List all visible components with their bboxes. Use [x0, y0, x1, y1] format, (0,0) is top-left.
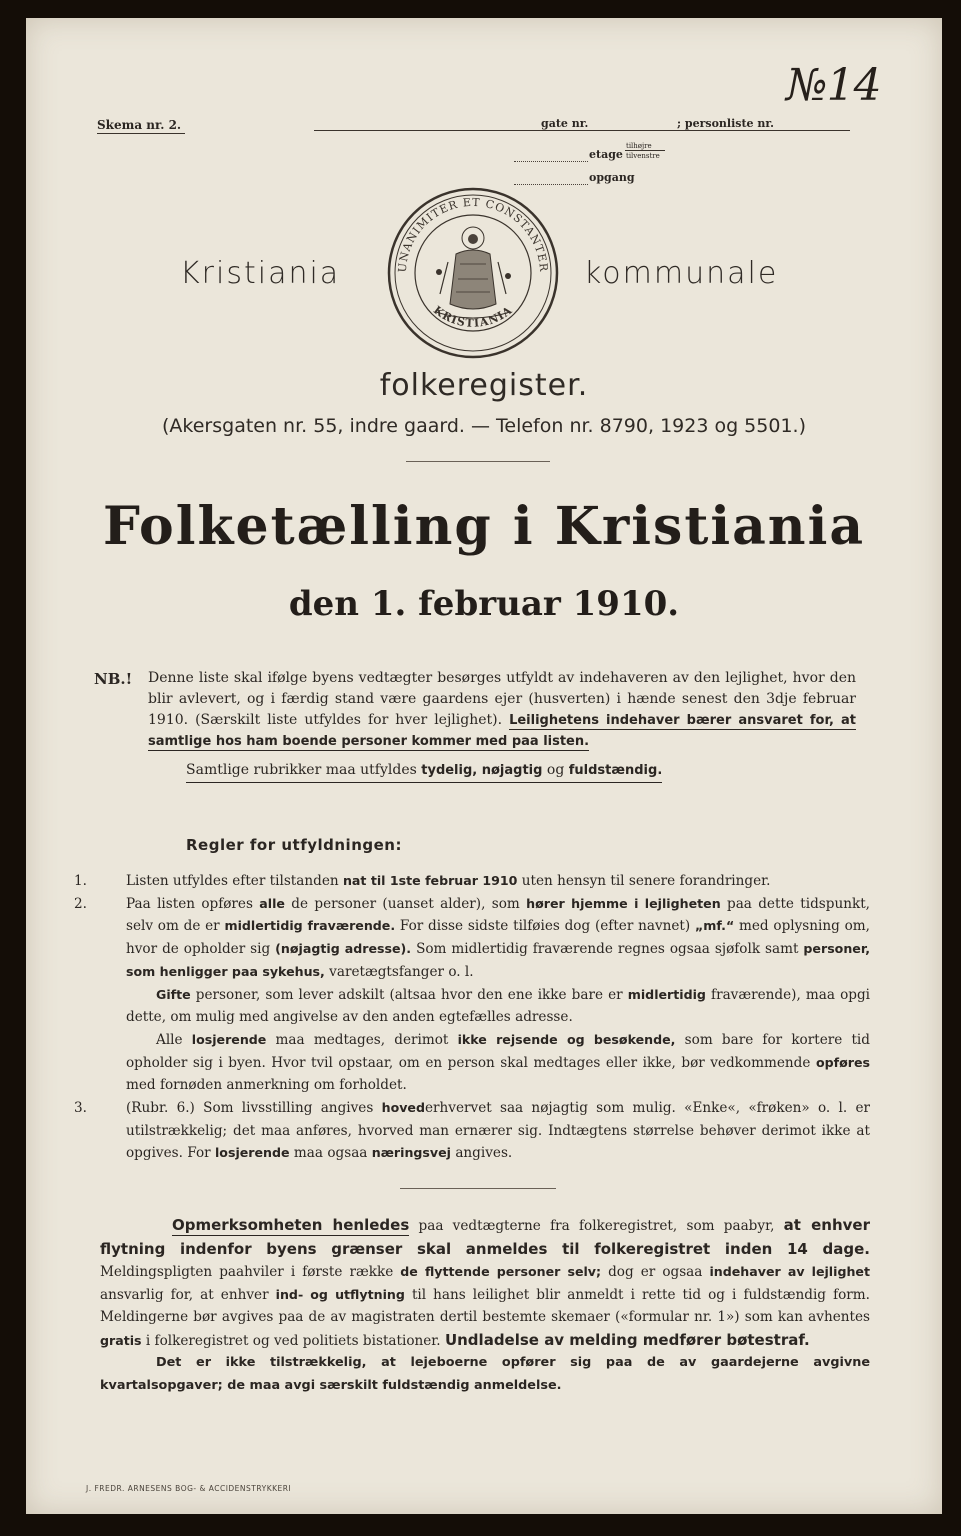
- rule-2-number: 2.: [74, 895, 87, 912]
- rule-2-text-m: varetægtsfanger o. l.: [329, 963, 474, 980]
- document-date: den 1. februar 1910.: [288, 584, 680, 624]
- header-word-folkeregister: folkeregister.: [379, 368, 589, 403]
- etage-dotted-line: [514, 161, 588, 162]
- nb-instruction-bold: tydelig, nøjagtig: [421, 763, 543, 778]
- census-form-page: [26, 18, 942, 1514]
- notice-paragraph-1: [100, 1214, 870, 1352]
- rule-2-bold-adresse: (nøjagtig adresse).: [275, 941, 412, 957]
- divider-top: [406, 461, 550, 462]
- rule-3-text-g: angives.: [455, 1145, 513, 1162]
- svg-text:UNANIMITER ET CONSTANTER: UNANIMITER ET CONSTANTER: [395, 195, 551, 273]
- rule-2-bold-midlertidig2: midlertidig: [627, 986, 706, 1002]
- handwritten-number: №14: [786, 60, 881, 111]
- rule-2-bold-sykehus: personer, som henligger paa sykehus,: [126, 941, 870, 979]
- notice-text-b: paa vedtægterne fra folkeregistret, som paabyr,: [418, 1218, 775, 1234]
- rule-2-married-text-d: fraværende), maa opgi dette, om mulig med angivelse av den anden egtefælles adresse.: [126, 986, 871, 1026]
- rule-1-text-a: Listen utfyldes efter tilstanden: [126, 873, 339, 889]
- rule-2-bold-opfores: opføres: [815, 1054, 870, 1070]
- rule-3-bold-losjerende: losjerende: [214, 1145, 290, 1161]
- rule-1-text-c: uten hensyn til senere forandringer.: [521, 873, 771, 889]
- header-word-kommunale: kommunale: [584, 256, 779, 291]
- rule-2-bold-alle: alle: [259, 895, 285, 911]
- rule-2-lodgers-text-e: som bare for kortere tid opholder sig i byen. Hvor tvil opstaar, om en person skal medtages eller ikke, bør vedkommende: [126, 1031, 870, 1071]
- skema-label: Skema nr. 2.: [97, 118, 185, 134]
- notice-bold-opmerksomheten: Opmerksomheten henledes: [172, 1216, 410, 1234]
- nb-label: NB.!: [94, 670, 133, 688]
- rule-2-lodgers-text-g: med fornøden anmerkning om forholdet.: [126, 1077, 407, 1094]
- rule-1: [74, 870, 870, 893]
- notice-bold-indflytning: ind- og utflytning: [275, 1286, 405, 1302]
- rule-2-text-k: Som midlertidig fraværende regnes ogsaa sjøfolk samt: [416, 941, 799, 958]
- rule-2-bold-rejsende: ikke rejsende og besøkende,: [457, 1031, 676, 1047]
- header-word-kristiania: Kristiania: [180, 256, 341, 291]
- rule-3-number: 3.: [74, 1100, 87, 1117]
- rule-2: [74, 893, 870, 984]
- rule-2-text-a: Paa listen opføres: [126, 895, 253, 912]
- rule-3-text-a: (Rubr. 6.) Som livsstilling angives: [126, 1100, 374, 1117]
- divider-bottom: [400, 1188, 556, 1189]
- rule-2-lodgers-text-a: Alle: [156, 1031, 183, 1048]
- document-title: Folketælling i Kristiania: [102, 496, 866, 557]
- etage-label: etage: [589, 148, 623, 161]
- rule-2-text-e: paa dette tidspunkt, selv om de er: [126, 895, 870, 935]
- gate-label: gate nr.: [538, 117, 591, 130]
- notice-bold-personer: de flyttende personer selv;: [400, 1264, 602, 1279]
- notice-bold-indehaver: indehaver av lejlighet: [709, 1264, 870, 1279]
- rule-3-text-c: erhvervet saa nøjagtig som mulig. «Enke«, «frøken» o. l. er utilstrækkelig; det maa anføres, hvorved man ernærer sig. Indtægtens størrelse behøver derimot ikke at opgives. For: [126, 1100, 871, 1162]
- rule-2-text-c: de personer (uanset alder), som: [291, 895, 520, 912]
- personliste-label: ; personliste nr.: [674, 117, 777, 130]
- notice-bold-flytning: at enhver flytning indenfor byens grænser skal anmeldes til folkeregistret inden 14 dage.: [100, 1216, 870, 1258]
- rule-3: [74, 1097, 871, 1165]
- rules-list: [74, 870, 871, 1165]
- notice-paragraph-2: Det er ikke tilstrækkelig, at lejeboerne opfører sig paa de av gaardejerne avgivne kvartalsopgaver; de maa avgi særskilt fuldstændig anmeldelse.: [100, 1355, 870, 1393]
- rule-2-lodgers: [100, 1029, 870, 1097]
- etage-left-label: tilvenstre: [626, 152, 660, 160]
- rule-2-text-g: For disse sidste tilføies dog (efter navnet): [399, 918, 691, 935]
- rule-2-bold-mf: „mf.“: [694, 918, 735, 934]
- kristiania-seal-emblem: [384, 184, 562, 362]
- notice-text-j: til hans leilighet blir anmeldt i rette tid og i fuldstændig form. Meldingerne bør avgives paa de av magistraten dertil bestemte skemaer («formular nr. 1») som kan avhentes: [100, 1286, 870, 1325]
- rule-2-text-i: med oplysning om, hvor de opholder sig: [126, 918, 870, 958]
- rule-3-bold-hoved: hoved: [381, 1100, 425, 1116]
- notice-text-d: Meldingspligten paahviler i første række: [100, 1264, 394, 1280]
- svg-text:KRISTIANIA: KRISTIANIA: [430, 303, 516, 330]
- rule-2-lodgers-text-c: maa medtages, derimot: [275, 1031, 449, 1048]
- rule-2-bold-hjemme: hører hjemme i lejligheten: [526, 895, 721, 911]
- notice-section: [100, 1214, 870, 1397]
- etage-fraction-line: [625, 150, 665, 151]
- rules-heading: Regler for utfyldningen:: [186, 836, 402, 854]
- opgang-label: opgang: [589, 171, 635, 184]
- notice-bold-gratis: gratis: [100, 1332, 142, 1348]
- rule-1-bold: nat til 1ste februar 1910: [342, 873, 518, 888]
- notice-text-f: dog er ogsaa: [608, 1264, 703, 1280]
- nb-instruction: [186, 760, 662, 783]
- etage-right-label: tilhøjre: [626, 142, 652, 150]
- printer-credit: J. FREDR. ARNESENS BOG- & ACCIDENSTRYKKERI: [86, 1484, 292, 1493]
- street-line: [314, 130, 850, 131]
- rule-2-bold-midlertidig: midlertidig fraværende.: [224, 918, 396, 934]
- rule-3-bold-naeringsvej: næringsvej: [371, 1145, 451, 1161]
- nb-instruction-text: Samtlige rubrikker maa utfyldes: [186, 762, 417, 778]
- notice-text-h: ansvarlig for, at enhver: [100, 1286, 269, 1303]
- nb-instruction-og: og: [546, 762, 565, 778]
- notice-text-l: i folkeregistret og ved politiets bistationer.: [145, 1332, 441, 1349]
- rule-2-married-text-b: personer, som lever adskilt (altsaa hvor den ene ikke bare er: [195, 986, 623, 1003]
- nb-paragraph: [148, 668, 856, 752]
- rule-2-married: [100, 984, 870, 1029]
- nb-text: Denne liste skal ifølge byens vedtægter besørges utfyldt av indehaveren av den lejlighet, hvor den blir avlevert, og i færdig stand være gaardens ejer (husverten) i hænde senest den 3dje februar 1910. (Særskilt liste utfyldes for hver lejlighet).: [148, 670, 856, 728]
- nb-responsibility: Leilighetens indehaver bærer ansvaret for, at samtlige hos ham boende personer kommer med paa listen.: [148, 713, 856, 749]
- rule-1-number: 1.: [74, 873, 87, 889]
- rule-2-bold-losjerende: losjerende: [191, 1031, 267, 1047]
- rule-3-text-e: maa ogsaa: [293, 1145, 368, 1162]
- rule-2-bold-gifte: Gifte: [156, 986, 191, 1002]
- nb-instruction-bold2: fuldstændig.: [568, 763, 663, 778]
- notice-bold-botestraf: Undladelse av melding medfører bøtestraf.: [444, 1330, 810, 1349]
- office-address: (Akersgaten nr. 55, indre gaard. — Telefon nr. 8790, 1923 og 5501.): [162, 415, 806, 437]
